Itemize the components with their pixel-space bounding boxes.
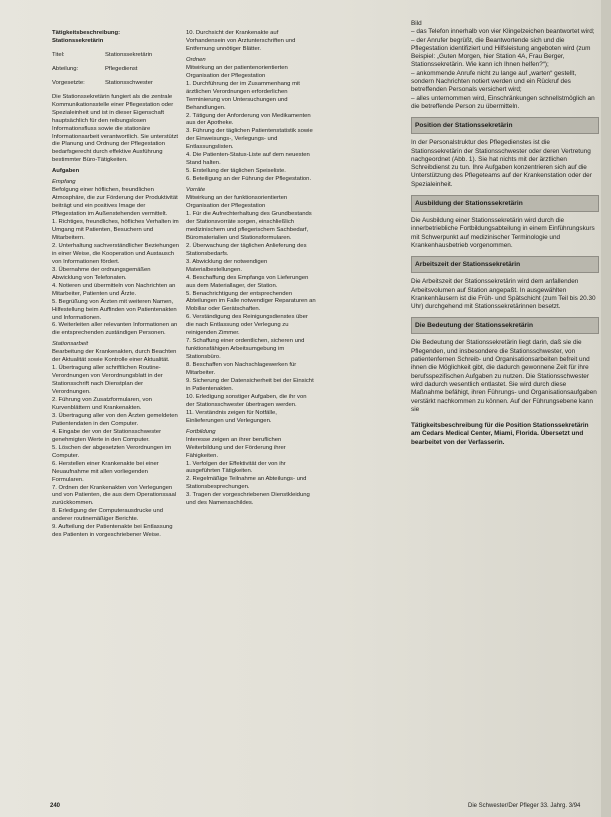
list-item: 1. Richtiges, freundliches, höfliches Verhalten im Umgang mit Patienten, Besuchern und Mitarbeitern. xyxy=(52,219,179,241)
list-item: – der Anrufer begrüßt, die Beantwortende sich und die Pflegestation identifiziert und Hilfsleistung angeboten wird (zum Beispiel: „Guten Morgen, hier Station 4A, Frau Berger, Stationssekretärin. Wie kann ich Ihnen helfen?“); xyxy=(411,36,591,69)
list-item: 6. Verständigung des Reinigungsdienstes über die nach Entlassung oder Verlegung zu reinigenden Zimmer. xyxy=(186,314,308,337)
list-item: Mitwirkung an der funktionsorientierten Organisation der Pflegestation xyxy=(186,195,288,210)
subsection-heading: Vorräte xyxy=(186,187,206,194)
list-item: 5. Benachrichtigung der entsprechenden Abteilungen im Falle notwendiger Reparaturen an Mobiliar oder Gerätschaften. xyxy=(186,290,316,313)
section-heading: Die Bedeutung der Stationssekretärin xyxy=(411,317,599,334)
section-heading: Aufgaben xyxy=(52,168,80,175)
list-item: 6. Beteiligung an der Führung der Pflegestation. xyxy=(186,176,312,183)
list-item: 6. Weiterleiten aller relevanten Informationen an die entsprechenden zuständigen Personen. xyxy=(52,322,178,337)
list-item: 6. Herstellen einer Krankenakte bei einer Neuaufnahme mit allen vorliegenden Formularen. xyxy=(52,460,159,483)
def-key: Vorgesetzte: xyxy=(52,79,85,86)
journal-footer: Die Schwester/Der Pfleger 33. Jahrg. 3/94 xyxy=(468,803,581,809)
subsection-heading: Fortbildung xyxy=(186,428,216,435)
list-item: 5. Erstellung der täglichen Speiseliste. xyxy=(186,168,286,175)
continued-text: Bild xyxy=(411,20,422,27)
list-item: 2. Tätigung der Anforderung von Medikamenten aus der Apotheke. xyxy=(186,112,311,127)
caption: Tätigkeitsbeschreibung für die Position Stationssekretärin am Cedars Medical Center, Miami, Florida. Übersetzt und bearbeitet von der Verfasserin. xyxy=(411,422,589,446)
list-item: 1. Übertragung aller schriftlichen Routine-Verordnungen von Verordnungsblatt in der Stationsschrift nach Dienstplan der Verordnungen. xyxy=(52,365,163,396)
list-item: – das Telefon innerhalb von vier Klingelzeichen beantwortet wird; xyxy=(411,28,595,36)
column-3 xyxy=(411,20,599,450)
page-number: 240 xyxy=(50,803,61,809)
list-item: – ankommende Anrufe nicht zu lange auf „warten“ gestellt, sondern Nachrichten notiert werden und ein Rückruf des betreffenden Personals versichert wird; xyxy=(411,69,577,94)
list-item: 1. Durchführung der im Zusammenhang mit ärztlichen Verordnungen erforderlichen Terminierung von Untersuchungen und Behandlungen. xyxy=(186,80,300,111)
list-item: Mitwirkung an der patientenorientierten Organisation der Pflegestation xyxy=(186,64,288,79)
list-item: Interesse zeigen an ihrer beruflichen Weiterbildung und der Förderung ihrer Fähigkeiten. xyxy=(186,436,286,459)
list-item: 3. Führung der täglichen Patientenstatistik sowie der Einweisungs-, Verlegungs- und Entlassungslisten. xyxy=(186,128,313,151)
list-item: 11. Verständnis zeigen für Notfälle, Einlieferungen und Verlegungen. xyxy=(186,409,277,424)
list-item: 5. Löschen der abgesetzten Verordnungen im Computer. xyxy=(52,444,172,459)
list-item: 9. Sicherung der Datensicherheit bei der Einsicht in Patientenakten. xyxy=(186,377,314,392)
heading-2: Stationssekretärin xyxy=(52,37,104,44)
def-value: Pflegedienst xyxy=(105,65,138,72)
list-item: 4. Beschaffung des Empfangs von Lieferungen aus dem Materiallager, der Station. xyxy=(186,274,309,289)
definition-list xyxy=(52,52,180,88)
subsection-heading: Empfang xyxy=(52,179,76,186)
list-item: 7. Ordnen der Krankenakten von Verlegungen und von Patienten, die aus dem Operationssaal zurückkommen. xyxy=(52,484,177,507)
list-item: Befolgung einer höflichen, freundlichen Atmosphäre, die zur Förderung der Produktivität beiträgt und ein positives Image der Pflegestation im Außenstehenden vermittelt. xyxy=(52,187,178,218)
list-item: – alles unternommen wird, Einschränkungen schnellstmöglich an die betreffende Person zu übermitteln. xyxy=(411,94,595,110)
paragraph: In der Personalstruktur des Pflegedienstes ist die Stationssekretärin der Stationsschwester oder deren Vertretung nachgeordnet (Abb. 1). Sie hat nichts mit der ärztlichen Schreibdienst zu tun. Ihre Aufgaben konzentrieren sich auf die Unterstützung des Pflegeteams auf der Krankenstation oder der Spezialeinheit. xyxy=(411,139,592,188)
subsection-heading: Stationsarbeit xyxy=(52,341,89,348)
heading-1: Tätigkeitsbeschreibung: xyxy=(52,30,121,36)
list-item: 2. Regelmäßige Teilnahme an Abteilungs- und Stationsbesprechungen. xyxy=(186,476,307,491)
list-item: 4. Eingabe der von der Stationsschwester genehmigten Werte in den Computer. xyxy=(52,428,162,443)
paragraph: Die Ausbildung einer Stationssekretärin wird durch die innerbetriebliche Fortbildungsabteilung in einem Einführungskurs mit Schwerpunkt auf medizinischer Terminologie und Krankenhausbetrieb vorgenommen. xyxy=(411,217,595,249)
list-item: 10. Erledigung sonstiger Aufgaben, die ihr von der Stationsschwester übertragen werden. xyxy=(186,393,307,408)
subsection-heading: Ordnen xyxy=(186,56,206,63)
paragraph: Die Arbeitszeit der Stationssekretärin wird dem anfallenden Arbeitsvolumen auf Station angepaßt. In ausgewählten Krankenhäusern ist die Früh- und Spätschicht (zum Teil bis 20.30 Uhr) durchgehend mit Stationssekretärinnen besetzt. xyxy=(411,278,596,311)
paragraph: Die Bedeutung der Stationssekretärin liegt darin, daß sie die Pflegenden, und insbesondere die Stationsschwester, von patientenfernen Schreib- und Organisationsarbeiten befreit und ihnen die Möglichkeit gibt, die dadurch gewonnene Zeit für ihre berufsspezifischen Aufgaben zu nutzen. Die Stationsschwester wird dadurch wesentlich entlastet. Sie wird durch diese Maßnahme befähigt, ihren Führungs- und Organisationsaufgaben verstärkt nachkommen zu können. Auf der Führungsebene kann sie xyxy=(411,339,597,413)
column-2 xyxy=(186,30,316,508)
section-heading: Ausbildung der Stationssekretärin xyxy=(411,195,599,212)
list-item: 3. Abwicklung der notwendigen Materialbestellungen. xyxy=(186,258,268,273)
def-key: Titel: xyxy=(52,51,65,58)
list-item: 3. Übernahme der ordnungsgemäßen Abwicklung von Telefonaten. xyxy=(52,266,151,281)
section-heading: Arbeitszeit der Stationssekretärin xyxy=(411,256,599,273)
list-item: 8. Erledigung der Computerausdrucke und anderer routinemäßiger Berichte. xyxy=(52,508,164,523)
list-item: 4. Die Patienten-Status-Liste auf dem neuesten Stand halten. xyxy=(186,152,310,167)
list-item: 3. Tragen der vorgeschriebenen Dienstkleidung und des Namensschildes. xyxy=(186,492,310,507)
page-edge xyxy=(601,0,611,817)
list-item: 4. Notieren und übermitteln von Nachrichten an Mitarbeiter, Patienten und Ärzte. xyxy=(52,282,176,297)
def-key: Abteilung: xyxy=(52,65,79,72)
def-value: Stationssekretärin xyxy=(105,51,153,58)
list-item: 10. Durchsicht der Krankenakte auf Vorhandensein von Arztunterschriften und Entfernung unnötiger Blätter. xyxy=(186,30,296,52)
list-item: 7. Schaffung einer ordentlichen, sicheren und funktionsfähigen Arbeitsumgebung im Stationsbüro. xyxy=(186,338,305,361)
list-item: 2. Überwachung der täglichen Anlieferung des Stationsbedarfs. xyxy=(186,242,307,257)
list-item: 5. Begrüßung von Ärzten mit weiteren Namen, Hilfestellung beim Auffinden von Patientenakten und Informationen. xyxy=(52,298,177,321)
list-item: Bearbeitung der Krankenakten, durch Beachten der Aktualität sowie Kontrolle einer Aktualität. xyxy=(52,349,177,364)
section-heading: Position der Stationssekretärin xyxy=(411,117,599,134)
list-item: 1. Für die Aufrechterhaltung des Grundbestands der Stationsvorräte sorgen, einschließlich medizinischem und pflegerischem Sachbedarf, Büromaterialien und Stationsformularen. xyxy=(186,210,312,241)
def-value: Stationsschwester xyxy=(105,79,153,86)
column-1 xyxy=(52,30,180,540)
list-item: 2. Unterhaltung sachverständlicher Beziehungen in einer Weise, die Kooperation und Austausch von Informationen fördert. xyxy=(52,242,180,265)
list-item: 2. Führung von Zusatzformularen, von Kurvenblättern und Krankenakten. xyxy=(52,397,152,411)
intro-paragraph: Die Stationssekretärin fungiert als die zentrale Kommunikationsstelle einer Pflegestation oder Spezialeinheit und ist in dieser Eigenschaft hauptsächlich für den reibungslosen Informationsfluss sowie die stationäre Informationsarbeit verantwortlich. Sie unterstützt die Planung und Ordnung der Pflegestation bedarfsgerecht durch effektive Ausführung bestimmter Büro-Tätigkeiten. xyxy=(52,93,179,164)
list-item: 8. Beschaffen von Nachschlagewerken für Mitarbeiter. xyxy=(186,362,297,377)
list-item: 3. Übertragung aller von den Ärzten gemeldeten Patientendaten in den Computer. xyxy=(52,412,178,427)
list-item: 1. Verfolgen der Effektivität der von ihr ausgeführten Tätigkeiten. xyxy=(186,460,286,475)
list-item: 9. Aufteilung der Patientenakte bei Entlassung des Patienten in vorgeschriebener Weise. xyxy=(52,524,173,539)
